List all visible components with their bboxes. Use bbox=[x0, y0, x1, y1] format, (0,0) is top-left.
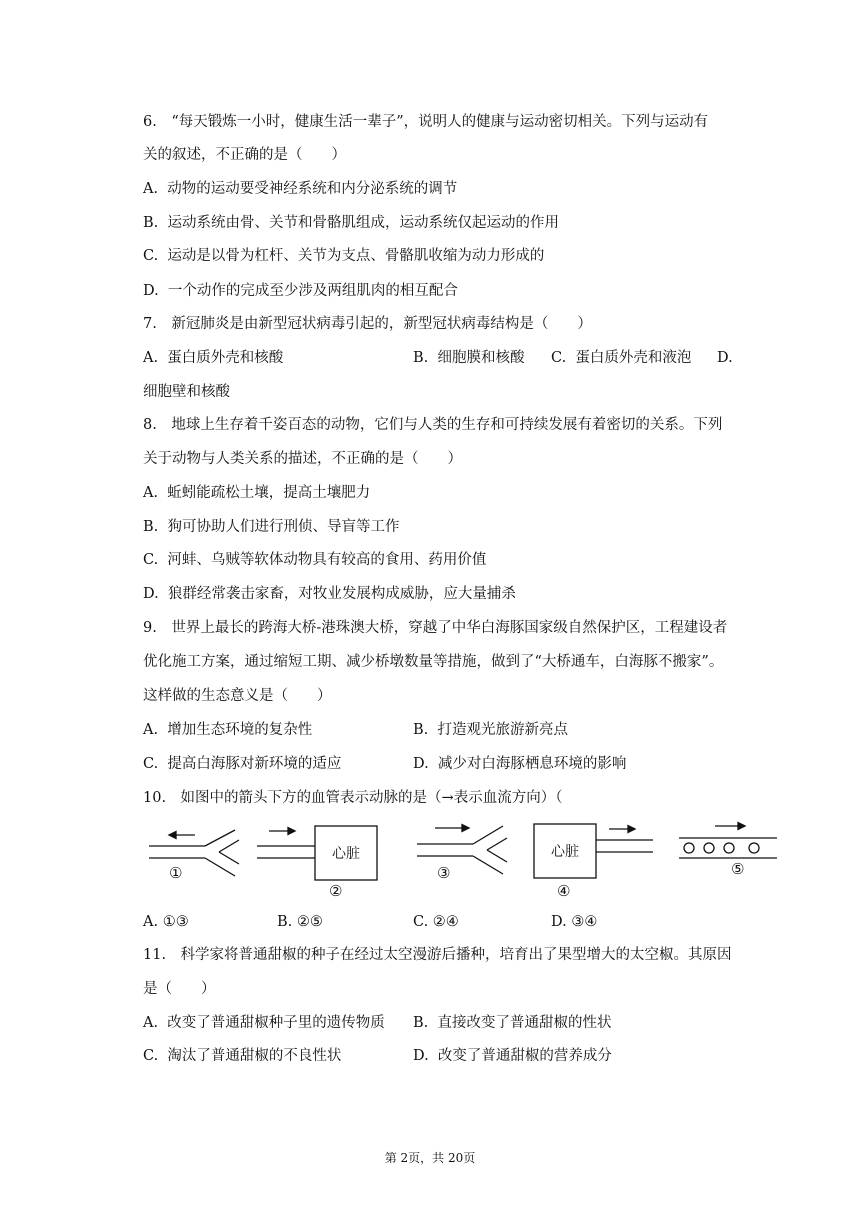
vessel-3 bbox=[417, 826, 507, 874]
q8-option-c: C. 河蚌、乌贼等软体动物具有较高的食用、药用价值 bbox=[143, 552, 487, 568]
q10-stem-line1: 10. 如图中的箭头下方的血管表示动脉的是（→表示血流方向）（ bbox=[143, 790, 563, 806]
q6-stem-line1: 6. “每天锻炼一小时，健康生活一辈子”，说明人的健康与运动密切相关。下列与运动有 bbox=[143, 114, 709, 130]
q7-option-c: C. 蛋白质外壳和液泡 bbox=[551, 350, 692, 366]
q7-option-a: A. 蛋白质外壳和核酸 bbox=[143, 350, 284, 366]
q11-option-d: D. 改变了普通甜椒的营养成分 bbox=[413, 1048, 612, 1064]
q9-option-c: C. 提高白海豚对新环境的适应 bbox=[143, 756, 342, 772]
vessel-1 bbox=[149, 830, 239, 876]
q7-option-d-letter: D. bbox=[717, 350, 733, 366]
q9-stem-line2: 优化施工方案，通过缩短工期、减少桥墩数量等措施，做到了“大桥通车，白海豚不搬家”。 bbox=[143, 654, 724, 670]
q11-option-a: A. 改变了普通甜椒种子里的遗传物质 bbox=[143, 1015, 385, 1031]
q9-option-a: A. 增加生态环境的复杂性 bbox=[143, 722, 313, 738]
arrow-left-icon bbox=[169, 832, 195, 839]
arrow-right-icon bbox=[715, 823, 745, 830]
q11-option-b: B. 直接改变了普通甜椒的性状 bbox=[413, 1015, 612, 1031]
q9-stem-line1: 9. 世界上最长的跨海大桥-港珠澳大桥，穿越了中华白海豚国家级自然保护区，工程建设者 bbox=[143, 620, 728, 636]
q8-stem-line1: 8. 地球上生存着千姿百态的动物，它们与人类的生存和可持续发展有着密切的关系。下列 bbox=[143, 417, 723, 433]
vessel-label-1: ① bbox=[169, 864, 183, 882]
q6-option-d: D. 一个动作的完成至少涉及两组肌肉的相互配合 bbox=[143, 283, 458, 299]
q9-option-b: B. 打造观光旅游新亮点 bbox=[413, 722, 568, 738]
q10-option-b: B. ②⑤ bbox=[277, 914, 323, 930]
q9-stem-line3: 这样做的生态意义是（ ） bbox=[143, 688, 332, 704]
q6-stem-line2: 关的叙述，不正确的是（ ） bbox=[143, 147, 346, 163]
q11-option-c: C. 淘汰了普通甜椒的不良性状 bbox=[143, 1048, 342, 1064]
arrow-right-icon bbox=[435, 825, 469, 832]
q11-stem-line2: 是（ ） bbox=[143, 981, 216, 997]
page-footer: 第 2页，共 20页 bbox=[384, 1151, 476, 1165]
q8-option-d: D. 狼群经常袭击家畜，对牧业发展构成威胁，应大量捕杀 bbox=[143, 586, 516, 602]
heart-label-4: 心脏 bbox=[551, 844, 579, 860]
vessel-label-4: ④ bbox=[557, 882, 571, 900]
q8-option-a: A. 蚯蚓能疏松土壤，提高土壤肥力 bbox=[143, 485, 371, 501]
q10-option-d: D. ③④ bbox=[551, 914, 598, 930]
heart-label-2: 心脏 bbox=[332, 846, 360, 862]
blood-vessel-figure bbox=[143, 818, 783, 902]
q10-option-c: C. ②④ bbox=[413, 914, 459, 930]
q6-option-c: C. 运动是以骨为杠杆、关节为支点、骨骼肌收缩为动力形成的 bbox=[143, 248, 545, 264]
q11-stem-line1: 11. 科学家将普通甜椒的种子在经过太空漫游后播种，培育出了果型增大的太空椒。其原因 bbox=[143, 947, 732, 963]
arrow-right-icon bbox=[269, 828, 295, 835]
q7-option-d-text: 细胞壁和核酸 bbox=[143, 384, 230, 400]
vessel-label-3: ③ bbox=[437, 864, 451, 882]
q9-option-d: D. 减少对白海豚栖息环境的影响 bbox=[413, 756, 627, 772]
q6-option-b: B. 运动系统由骨、关节和骨骼肌组成，运动系统仅起运动的作用 bbox=[143, 215, 559, 231]
q7-option-b: B. 细胞膜和核酸 bbox=[413, 350, 525, 366]
vessel-5 bbox=[679, 838, 777, 858]
q6-option-a: A. 动物的运动要受神经系统和内分泌系统的调节 bbox=[143, 181, 458, 197]
vessel-label-5: ⑤ bbox=[731, 860, 745, 878]
arrow-right-icon bbox=[609, 826, 635, 833]
vessel-label-2: ② bbox=[329, 882, 343, 900]
q8-stem-line2: 关于动物与人类关系的描述，不正确的是（ ） bbox=[143, 451, 462, 467]
q8-option-b: B. 狗可协助人们进行刑侦、导盲等工作 bbox=[143, 519, 400, 535]
q10-option-a: A. ①③ bbox=[143, 914, 189, 930]
q7-stem-line1: 7. 新冠肺炎是由新型冠状病毒引起的，新型冠状病毒结构是（ ） bbox=[143, 316, 592, 332]
